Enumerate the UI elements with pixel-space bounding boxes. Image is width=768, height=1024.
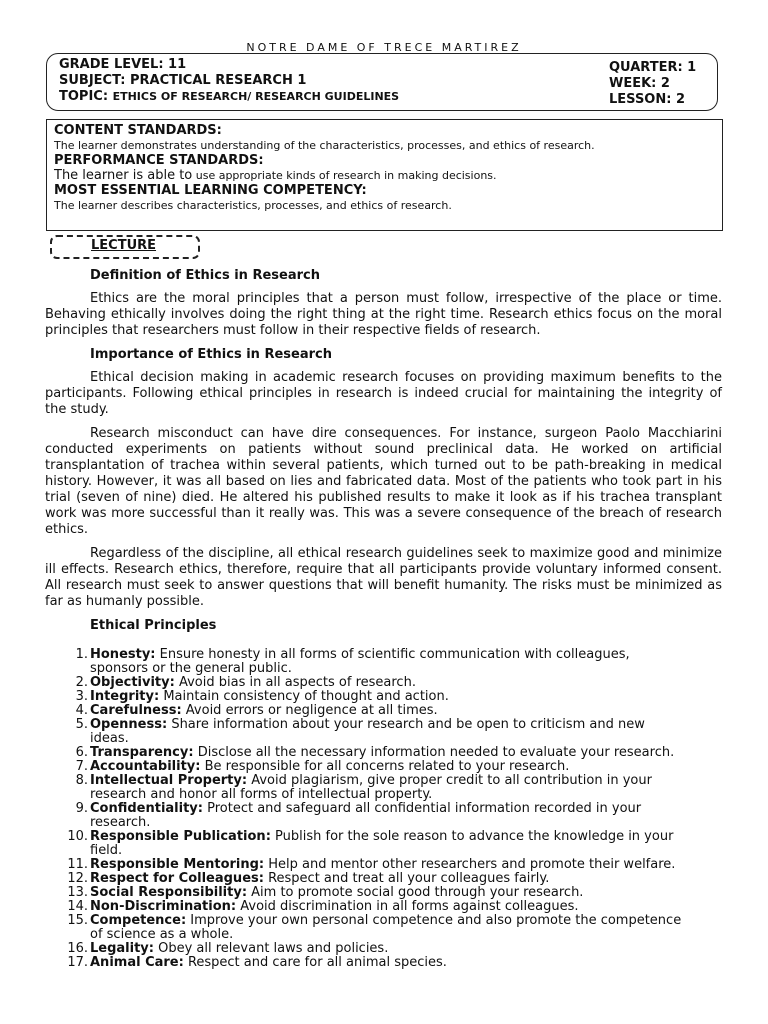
- list-item: [45, 760, 685, 774]
- lesson-info-right: [609, 60, 696, 108]
- lecture-tag: [50, 235, 200, 259]
- principle-term: Social Responsibility:: [90, 885, 248, 900]
- lecture-content: [45, 268, 722, 970]
- standards-box: [46, 119, 723, 231]
- performance-standards-label: PERFORMANCE STANDARDS:: [54, 153, 264, 168]
- principle-term: Competence:: [90, 913, 187, 928]
- importance-paragraph-2: Research misconduct can have dire consequences. For instance, surgeon Paolo Macchiarini conducted experiments on patients without sound preclinical data. He worked on artificial transplantation of trachea within several patients, which turned out to be path-breaking in medical history. However, it was all based on lies and fabricated data. Most of the patients who took part in his trial (seven of nine) died. He altered his published results to make it look as if his trachea transplant work was more successful than it really was. This was a severe consequence of the breach of research ethics.: [45, 426, 722, 537]
- principle-term: Integrity:: [90, 689, 160, 704]
- principle-term: Confidentiality:: [90, 801, 203, 816]
- list-item-number: 7.: [75, 759, 88, 774]
- performance-lead: The learner is able to: [54, 168, 193, 183]
- principle-term: Carefulness:: [90, 703, 182, 718]
- list-item-number: 11.: [67, 857, 88, 872]
- topic: [59, 89, 399, 105]
- grade-level: GRADE LEVEL: 11: [59, 57, 187, 72]
- list-item: [45, 914, 685, 942]
- school-name: NOTRE DAME OF TRECE MARTIREZ: [246, 41, 522, 54]
- list-item: [45, 774, 685, 802]
- principle-term: Objectivity:: [90, 675, 175, 690]
- principle-term: Responsible Mentoring:: [90, 857, 265, 872]
- performance-standards-text: [54, 168, 715, 183]
- principle-term: Non-Discrimination:: [90, 899, 237, 914]
- definition-paragraph: Ethics are the moral principles that a person must follow, irrespective of the place or time. Behaving ethically involves doing the right thing at the right time. Research ethics focus on the moral principles that researchers must follow in their respective fields of research.: [45, 291, 722, 338]
- list-item-number: 9.: [75, 801, 88, 816]
- quarter: QUARTER: 1: [609, 60, 697, 75]
- lecture-label: LECTURE: [91, 238, 157, 253]
- principle-description: Maintain consistency of thought and action.: [159, 689, 449, 704]
- list-item-number: 16.: [67, 941, 88, 956]
- list-item-number: 3.: [75, 689, 88, 704]
- list-item: [45, 886, 685, 900]
- list-item-number: 5.: [75, 717, 88, 732]
- principle-term: Accountability:: [90, 759, 201, 774]
- topic-label: TOPIC:: [59, 89, 113, 104]
- list-item: [45, 648, 685, 676]
- list-item: [45, 858, 685, 872]
- list-item-number: 15.: [67, 913, 88, 928]
- principle-description: Help and mentor other researchers and promote their welfare.: [264, 857, 676, 872]
- list-item: [45, 830, 685, 858]
- list-item: [45, 690, 685, 704]
- week: WEEK: 2: [609, 76, 670, 91]
- lesson: LESSON: 2: [609, 92, 686, 107]
- principle-description: Disclose all the necessary information needed to evaluate your research.: [193, 745, 675, 760]
- list-item: [45, 746, 685, 760]
- list-item-number: 10.: [67, 829, 88, 844]
- principle-term: Openness:: [90, 717, 168, 732]
- list-item: [45, 704, 685, 718]
- importance-heading: Importance of Ethics in Research: [90, 347, 332, 362]
- principles-list: [45, 648, 685, 970]
- list-item-number: 8.: [75, 773, 88, 788]
- principle-description: Share information about your research and be open to criticism and new ideas.: [90, 717, 645, 746]
- principle-term: Intellectual Property:: [90, 773, 248, 788]
- importance-paragraph-1: Ethical decision making in academic research focuses on providing maximum benefits to the participants. Following ethical principles in research is indeed crucial for maintaining the integrity of the study.: [45, 370, 722, 417]
- principle-description: Respect and treat all your colleagues fairly.: [263, 871, 550, 886]
- lesson-info-left: [59, 57, 399, 105]
- principle-description: Be responsible for all concerns related to your research.: [200, 759, 570, 774]
- list-item-number: 14.: [67, 899, 88, 914]
- principle-description: Publish for the sole reason to advance the knowledge in your field.: [90, 829, 674, 858]
- list-item: [45, 802, 685, 830]
- principle-description: Avoid bias in all aspects of research.: [174, 675, 416, 690]
- principles-heading: Ethical Principles: [90, 618, 217, 633]
- list-item-number: 4.: [75, 703, 88, 718]
- principle-description: Ensure honesty in all forms of scientific communication with colleagues, sponsors or the general public.: [90, 647, 630, 676]
- list-item: [45, 900, 685, 914]
- principle-term: Responsible Publication:: [90, 829, 271, 844]
- lesson-header-box: [46, 53, 718, 111]
- competency-label: MOST ESSENTIAL LEARNING COMPETENCY:: [54, 183, 367, 198]
- principle-description: Obey all relevant laws and policies.: [153, 941, 389, 956]
- definition-heading: Definition of Ethics in Research: [90, 268, 320, 283]
- list-item-number: 6.: [75, 745, 88, 760]
- competency-text: The learner describes characteristics, processes, and ethics of research.: [54, 199, 452, 212]
- principle-description: Avoid errors or negligence at all times.: [181, 703, 438, 718]
- principle-description: Improve your own personal competence and also promote the competence of science as a whole.: [90, 913, 682, 942]
- list-item: [45, 956, 685, 970]
- list-item-number: 13.: [67, 885, 88, 900]
- list-item: [45, 872, 685, 886]
- principle-term: Respect for Colleagues:: [90, 871, 264, 886]
- list-item-number: 2.: [75, 675, 88, 690]
- performance-rest: use appropriate kinds of research in making decisions.: [192, 169, 497, 182]
- principle-term: Transparency:: [90, 745, 194, 760]
- principle-term: Animal Care:: [90, 955, 184, 970]
- content-standards-text: The learner demonstrates understanding of the characteristics, processes, and ethics of research.: [54, 139, 595, 152]
- topic-value: ETHICS OF RESEARCH/ RESEARCH GUIDELINES: [112, 90, 400, 103]
- list-item: [45, 942, 685, 956]
- list-item: [45, 676, 685, 690]
- list-item-number: 12.: [67, 871, 88, 886]
- principle-description: Avoid discrimination in all forms against colleagues.: [236, 899, 579, 914]
- subject: SUBJECT: PRACTICAL RESEARCH 1: [59, 73, 307, 88]
- principle-description: Protect and safeguard all confidential information recorded in your research.: [90, 801, 642, 830]
- importance-paragraph-3: Regardless of the discipline, all ethical research guidelines seek to maximize good and minimize ill effects. Research ethics, therefore, require that all participants provide voluntary informed consent. All research must seek to answer questions that will benefit humanity. The risks must be minimized as far as humanly possible.: [45, 546, 722, 609]
- list-item-number: 17.: [67, 955, 88, 970]
- principle-term: Honesty:: [90, 647, 156, 662]
- list-item-number: 1.: [75, 647, 88, 662]
- list-item: [45, 718, 685, 746]
- principle-description: Aim to promote social good through your research.: [247, 885, 584, 900]
- principle-term: Legality:: [90, 941, 154, 956]
- principle-description: Respect and care for all animal species.: [183, 955, 447, 970]
- principle-description: Avoid plagiarism, give proper credit to all contribution in your research and honor all forms of intellectual property.: [90, 773, 652, 802]
- content-standards-label: CONTENT STANDARDS:: [54, 123, 222, 138]
